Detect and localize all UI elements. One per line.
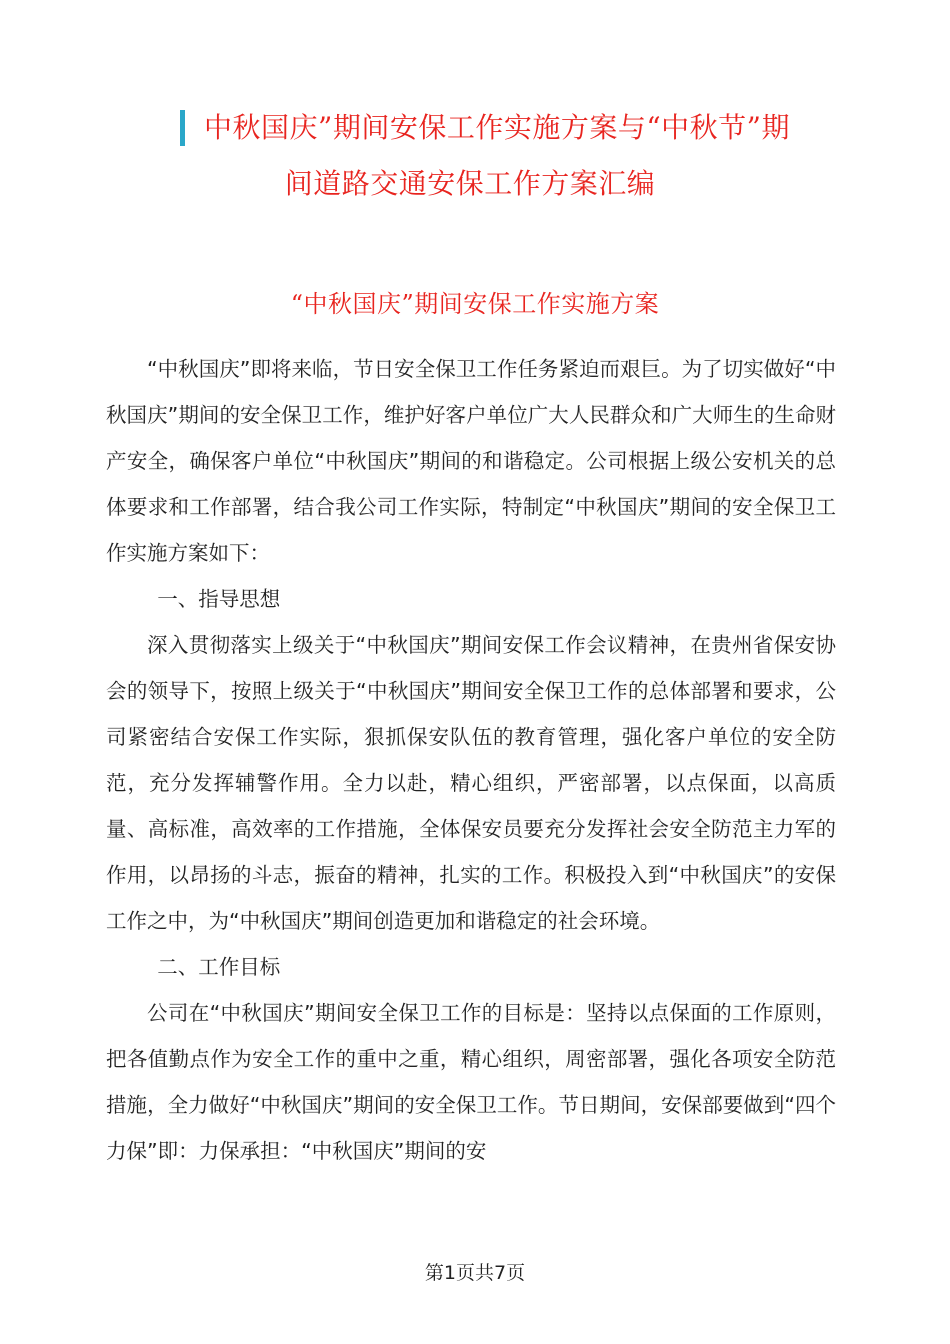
section-subtitle: “中秋国庆”期间安保工作实施方案 [290,290,660,318]
heading-guiding-ideology: 一、指导思想 [157,587,281,611]
paragraph-intro: “中秋国庆”即将来临，节日安全保卫工作任务紧迫而艰巨。为了切实做好“中秋国庆”期间的安全保卫工作，维护好客户单位广大人民群众和广大师生的生命财产安全，确保客户单位“中秋国庆”期间的和谐稳定。公司根据上级公安机关的总体要求和工作部署，结合我公司工作实际，特制定“中秋国庆”期间的安全保卫工作实施方案如下： [106,357,836,565]
heading-work-goals: 二、工作目标 [157,955,281,979]
paragraph-work-goals: 公司在“中秋国庆”期间安全保卫工作的目标是：坚持以点保面的工作原则，把各值勤点作为安全工作的重中之重，精心组织，周密部署，强化各项安全防范措施，全力做好“中秋国庆”期间的安全保卫工作。节日期间，安保部要做到“四个力保”即：力保承担：“中秋国庆”期间的安 [106,1001,836,1163]
title-line-2: 间道路交通安保工作方案汇编 [284,167,656,200]
title-line-1: 中秋国庆”期间安保工作实施方案与“中秋节”期 [204,111,790,144]
document-title [180,108,840,212]
paragraph-guiding-ideology: 深入贯彻落实上级关于“中秋国庆”期间安保工作会议精神，在贵州省保安协会的领导下，按照上级关于“中秋国庆”期间安全保卫工作的总体部署和要求，公司紧密结合安保工作实际，狠抓保安队伍的教育管理，强化客户单位的安全防范，充分发挥辅警作用。全力以赴，精心组织，严密部署，以点保面，以高质量、高标准，高效率的工作措施，全体保安员要充分发挥社会安全防范主力军的作用，以昂扬的斗志，振奋的精神，扎实的工作。积极投入到“中秋国庆”的安保工作之中，为“中秋国庆”期间创造更加和谐稳定的社会环境。 [106,633,836,933]
title-accent-bar [180,110,185,146]
page-number-footer: 第1页共7页 [424,1262,526,1284]
document-body [106,346,836,1174]
